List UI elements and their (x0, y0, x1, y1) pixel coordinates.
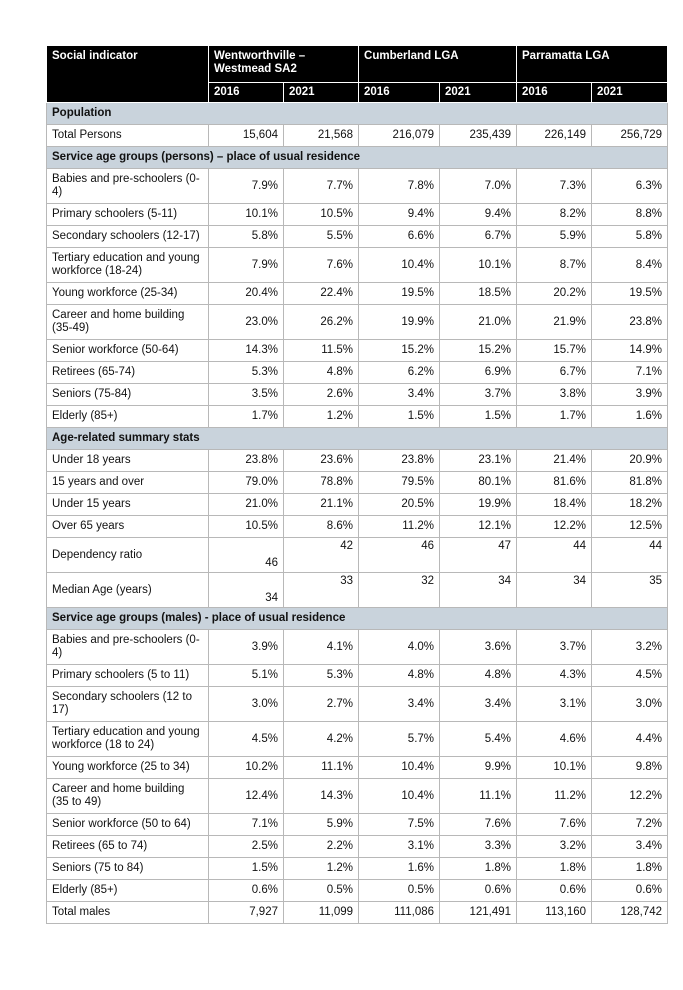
value-cell: 3.0% (209, 687, 284, 722)
section-title: Population (47, 103, 668, 125)
value-cell: 3.5% (209, 384, 284, 406)
value-cell: 34 (209, 573, 284, 608)
table-row (47, 902, 668, 924)
row-label: Seniors (75 to 84) (47, 858, 209, 880)
value-cell: 128,742 (592, 902, 668, 924)
value-cell: 21.0% (209, 494, 284, 516)
value-cell: 0.6% (209, 880, 284, 902)
value-cell: 0.6% (440, 880, 517, 902)
value-cell: 113,160 (517, 902, 592, 924)
table-row (47, 814, 668, 836)
table-row (47, 169, 668, 204)
table-row (47, 340, 668, 362)
value-cell: 11.1% (284, 757, 359, 779)
value-cell: 35 (592, 573, 668, 608)
value-cell: 44 (592, 538, 668, 573)
value-cell: 11,099 (284, 902, 359, 924)
row-label: Secondary schoolers (12 to 17) (47, 687, 209, 722)
value-cell: 20.9% (592, 450, 668, 472)
value-cell: 10.4% (359, 757, 440, 779)
value-cell: 4.5% (592, 665, 668, 687)
value-cell: 18.5% (440, 283, 517, 305)
value-cell: 1.6% (592, 406, 668, 428)
value-cell: 23.6% (284, 450, 359, 472)
value-cell: 15.7% (517, 340, 592, 362)
value-cell: 3.3% (440, 836, 517, 858)
value-cell: 5.7% (359, 722, 440, 757)
value-cell: 47 (440, 538, 517, 573)
value-cell: 0.6% (517, 880, 592, 902)
value-cell: 12.1% (440, 516, 517, 538)
value-cell: 14.3% (209, 340, 284, 362)
value-cell: 7.6% (517, 814, 592, 836)
value-cell: 32 (359, 573, 440, 608)
table-row (47, 226, 668, 248)
table-row (47, 757, 668, 779)
header-year: 2016 (517, 83, 592, 103)
value-cell: 10.1% (440, 248, 517, 283)
header-year: 2016 (359, 83, 440, 103)
value-cell: 6.7% (517, 362, 592, 384)
section-title: Age-related summary stats (47, 428, 668, 450)
value-cell: 7.0% (440, 169, 517, 204)
value-cell: 4.8% (284, 362, 359, 384)
value-cell: 111,086 (359, 902, 440, 924)
value-cell: 10.4% (359, 779, 440, 814)
value-cell: 23.1% (440, 450, 517, 472)
table-row (47, 283, 668, 305)
value-cell: 4.2% (284, 722, 359, 757)
header-row-areas (47, 46, 668, 83)
table-row (47, 305, 668, 340)
table-row (47, 687, 668, 722)
value-cell: 44 (517, 538, 592, 573)
header-area-cumberland: Cumberland LGA (359, 46, 517, 83)
value-cell: 4.8% (359, 665, 440, 687)
value-cell: 3.9% (592, 384, 668, 406)
table-row (47, 516, 668, 538)
row-label: Primary schoolers (5 to 11) (47, 665, 209, 687)
row-label: Under 18 years (47, 450, 209, 472)
value-cell: 3.1% (359, 836, 440, 858)
value-cell: 5.9% (284, 814, 359, 836)
value-cell: 8.7% (517, 248, 592, 283)
value-cell: 15,604 (209, 125, 284, 147)
value-cell: 81.8% (592, 472, 668, 494)
value-cell: 46 (209, 538, 284, 573)
value-cell: 21.0% (440, 305, 517, 340)
value-cell: 10.1% (517, 757, 592, 779)
value-cell: 226,149 (517, 125, 592, 147)
value-cell: 7,927 (209, 902, 284, 924)
row-label: Senior workforce (50-64) (47, 340, 209, 362)
row-label: Elderly (85+) (47, 406, 209, 428)
value-cell: 5.4% (440, 722, 517, 757)
value-cell: 21,568 (284, 125, 359, 147)
value-cell: 2.6% (284, 384, 359, 406)
row-label: Dependency ratio (47, 538, 209, 573)
value-cell: 21.4% (517, 450, 592, 472)
value-cell: 3.4% (592, 836, 668, 858)
value-cell: 7.3% (517, 169, 592, 204)
value-cell: 6.7% (440, 226, 517, 248)
table-row (47, 362, 668, 384)
value-cell: 256,729 (592, 125, 668, 147)
value-cell: 3.7% (440, 384, 517, 406)
value-cell: 0.5% (359, 880, 440, 902)
table-row (47, 573, 668, 608)
value-cell: 1.5% (440, 406, 517, 428)
value-cell: 5.8% (209, 226, 284, 248)
value-cell: 46 (359, 538, 440, 573)
value-cell: 34 (440, 573, 517, 608)
row-label: Retirees (65-74) (47, 362, 209, 384)
value-cell: 3.2% (517, 836, 592, 858)
value-cell: 6.9% (440, 362, 517, 384)
value-cell: 19.9% (359, 305, 440, 340)
value-cell: 5.3% (284, 665, 359, 687)
table-row (47, 125, 668, 147)
value-cell: 1.8% (440, 858, 517, 880)
value-cell: 12.2% (517, 516, 592, 538)
value-cell: 5.5% (284, 226, 359, 248)
value-cell: 3.4% (359, 687, 440, 722)
value-cell: 4.3% (517, 665, 592, 687)
value-cell: 10.1% (209, 204, 284, 226)
value-cell: 7.9% (209, 248, 284, 283)
value-cell: 7.6% (284, 248, 359, 283)
section-header-row (47, 147, 668, 169)
value-cell: 4.1% (284, 630, 359, 665)
value-cell: 7.1% (592, 362, 668, 384)
value-cell: 5.9% (517, 226, 592, 248)
table-row (47, 779, 668, 814)
value-cell: 5.3% (209, 362, 284, 384)
row-label: Secondary schoolers (12-17) (47, 226, 209, 248)
table-body (47, 103, 668, 924)
value-cell: 20.4% (209, 283, 284, 305)
value-cell: 121,491 (440, 902, 517, 924)
value-cell: 8.4% (592, 248, 668, 283)
row-label: Career and home building (35-49) (47, 305, 209, 340)
table-header (47, 46, 668, 103)
value-cell: 19.5% (359, 283, 440, 305)
value-cell: 8.2% (517, 204, 592, 226)
section-header-row (47, 103, 668, 125)
value-cell: 1.2% (284, 406, 359, 428)
value-cell: 7.6% (440, 814, 517, 836)
value-cell: 21.9% (517, 305, 592, 340)
table-row (47, 722, 668, 757)
social-indicator-table (46, 45, 668, 924)
value-cell: 235,439 (440, 125, 517, 147)
value-cell: 3.0% (592, 687, 668, 722)
table-row (47, 494, 668, 516)
header-year: 2021 (440, 83, 517, 103)
table-row (47, 630, 668, 665)
value-cell: 7.9% (209, 169, 284, 204)
value-cell: 33 (284, 573, 359, 608)
row-label: Babies and pre-schoolers (0-4) (47, 169, 209, 204)
value-cell: 79.0% (209, 472, 284, 494)
value-cell: 216,079 (359, 125, 440, 147)
table-row (47, 406, 668, 428)
value-cell: 1.5% (359, 406, 440, 428)
value-cell: 9.4% (359, 204, 440, 226)
header-area-wentworthville: Wentworthville – Westmead SA2 (209, 46, 359, 83)
value-cell: 10.5% (284, 204, 359, 226)
row-label: Elderly (85+) (47, 880, 209, 902)
row-label: Babies and pre-schoolers (0-4) (47, 630, 209, 665)
value-cell: 3.8% (517, 384, 592, 406)
value-cell: 11.2% (359, 516, 440, 538)
row-label: Senior workforce (50 to 64) (47, 814, 209, 836)
value-cell: 2.2% (284, 836, 359, 858)
row-label: Tertiary education and young workforce (18-24) (47, 248, 209, 283)
value-cell: 42 (284, 538, 359, 573)
value-cell: 2.7% (284, 687, 359, 722)
header-area-parramatta: Parramatta LGA (517, 46, 668, 83)
value-cell: 3.6% (440, 630, 517, 665)
value-cell: 23.8% (359, 450, 440, 472)
value-cell: 20.5% (359, 494, 440, 516)
value-cell: 23.0% (209, 305, 284, 340)
value-cell: 6.3% (592, 169, 668, 204)
section-header-row (47, 428, 668, 450)
value-cell: 23.8% (592, 305, 668, 340)
value-cell: 3.4% (359, 384, 440, 406)
value-cell: 22.4% (284, 283, 359, 305)
table-row (47, 880, 668, 902)
section-title: Service age groups (males) - place of usual residence (47, 608, 668, 630)
row-label: 15 years and over (47, 472, 209, 494)
value-cell: 3.4% (440, 687, 517, 722)
table-row (47, 836, 668, 858)
value-cell: 19.5% (592, 283, 668, 305)
value-cell: 20.2% (517, 283, 592, 305)
value-cell: 3.7% (517, 630, 592, 665)
value-cell: 15.2% (359, 340, 440, 362)
value-cell: 9.9% (440, 757, 517, 779)
value-cell: 10.2% (209, 757, 284, 779)
value-cell: 81.6% (517, 472, 592, 494)
value-cell: 5.1% (209, 665, 284, 687)
table-row (47, 665, 668, 687)
value-cell: 4.5% (209, 722, 284, 757)
value-cell: 7.5% (359, 814, 440, 836)
value-cell: 9.4% (440, 204, 517, 226)
row-label: Career and home building (35 to 49) (47, 779, 209, 814)
value-cell: 3.1% (517, 687, 592, 722)
value-cell: 8.8% (592, 204, 668, 226)
section-title: Service age groups (persons) – place of usual residence (47, 147, 668, 169)
value-cell: 3.2% (592, 630, 668, 665)
value-cell: 6.6% (359, 226, 440, 248)
value-cell: 18.2% (592, 494, 668, 516)
value-cell: 1.8% (517, 858, 592, 880)
value-cell: 1.7% (517, 406, 592, 428)
value-cell: 6.2% (359, 362, 440, 384)
value-cell: 34 (517, 573, 592, 608)
header-year: 2016 (209, 83, 284, 103)
value-cell: 78.8% (284, 472, 359, 494)
value-cell: 14.3% (284, 779, 359, 814)
header-year: 2021 (284, 83, 359, 103)
value-cell: 15.2% (440, 340, 517, 362)
row-label: Under 15 years (47, 494, 209, 516)
row-label: Total males (47, 902, 209, 924)
value-cell: 4.4% (592, 722, 668, 757)
row-label: Total Persons (47, 125, 209, 147)
value-cell: 1.7% (209, 406, 284, 428)
table-row (47, 384, 668, 406)
value-cell: 3.9% (209, 630, 284, 665)
row-label: Retirees (65 to 74) (47, 836, 209, 858)
header-indicator: Social indicator (47, 46, 209, 103)
value-cell: 2.5% (209, 836, 284, 858)
row-label: Primary schoolers (5-11) (47, 204, 209, 226)
row-label: Young workforce (25 to 34) (47, 757, 209, 779)
value-cell: 26.2% (284, 305, 359, 340)
value-cell: 11.1% (440, 779, 517, 814)
header-year: 2021 (592, 83, 668, 103)
value-cell: 12.2% (592, 779, 668, 814)
value-cell: 19.9% (440, 494, 517, 516)
value-cell: 9.8% (592, 757, 668, 779)
row-label: Over 65 years (47, 516, 209, 538)
table-row (47, 450, 668, 472)
value-cell: 7.7% (284, 169, 359, 204)
table-row (47, 858, 668, 880)
section-header-row (47, 608, 668, 630)
value-cell: 12.4% (209, 779, 284, 814)
value-cell: 23.8% (209, 450, 284, 472)
value-cell: 21.1% (284, 494, 359, 516)
value-cell: 7.1% (209, 814, 284, 836)
value-cell: 1.5% (209, 858, 284, 880)
value-cell: 18.4% (517, 494, 592, 516)
value-cell: 11.5% (284, 340, 359, 362)
value-cell: 0.5% (284, 880, 359, 902)
row-label: Median Age (years) (47, 573, 209, 608)
value-cell: 79.5% (359, 472, 440, 494)
value-cell: 80.1% (440, 472, 517, 494)
value-cell: 4.0% (359, 630, 440, 665)
value-cell: 7.8% (359, 169, 440, 204)
value-cell: 1.8% (592, 858, 668, 880)
value-cell: 0.6% (592, 880, 668, 902)
row-label: Tertiary education and young workforce (18 to 24) (47, 722, 209, 757)
row-label: Young workforce (25-34) (47, 283, 209, 305)
value-cell: 11.2% (517, 779, 592, 814)
table-row (47, 472, 668, 494)
value-cell: 7.2% (592, 814, 668, 836)
table-row (47, 204, 668, 226)
value-cell: 14.9% (592, 340, 668, 362)
row-label: Seniors (75-84) (47, 384, 209, 406)
value-cell: 4.8% (440, 665, 517, 687)
value-cell: 1.2% (284, 858, 359, 880)
table-row (47, 538, 668, 573)
value-cell: 8.6% (284, 516, 359, 538)
value-cell: 1.6% (359, 858, 440, 880)
table-row (47, 248, 668, 283)
value-cell: 12.5% (592, 516, 668, 538)
value-cell: 10.5% (209, 516, 284, 538)
value-cell: 5.8% (592, 226, 668, 248)
value-cell: 4.6% (517, 722, 592, 757)
value-cell: 10.4% (359, 248, 440, 283)
